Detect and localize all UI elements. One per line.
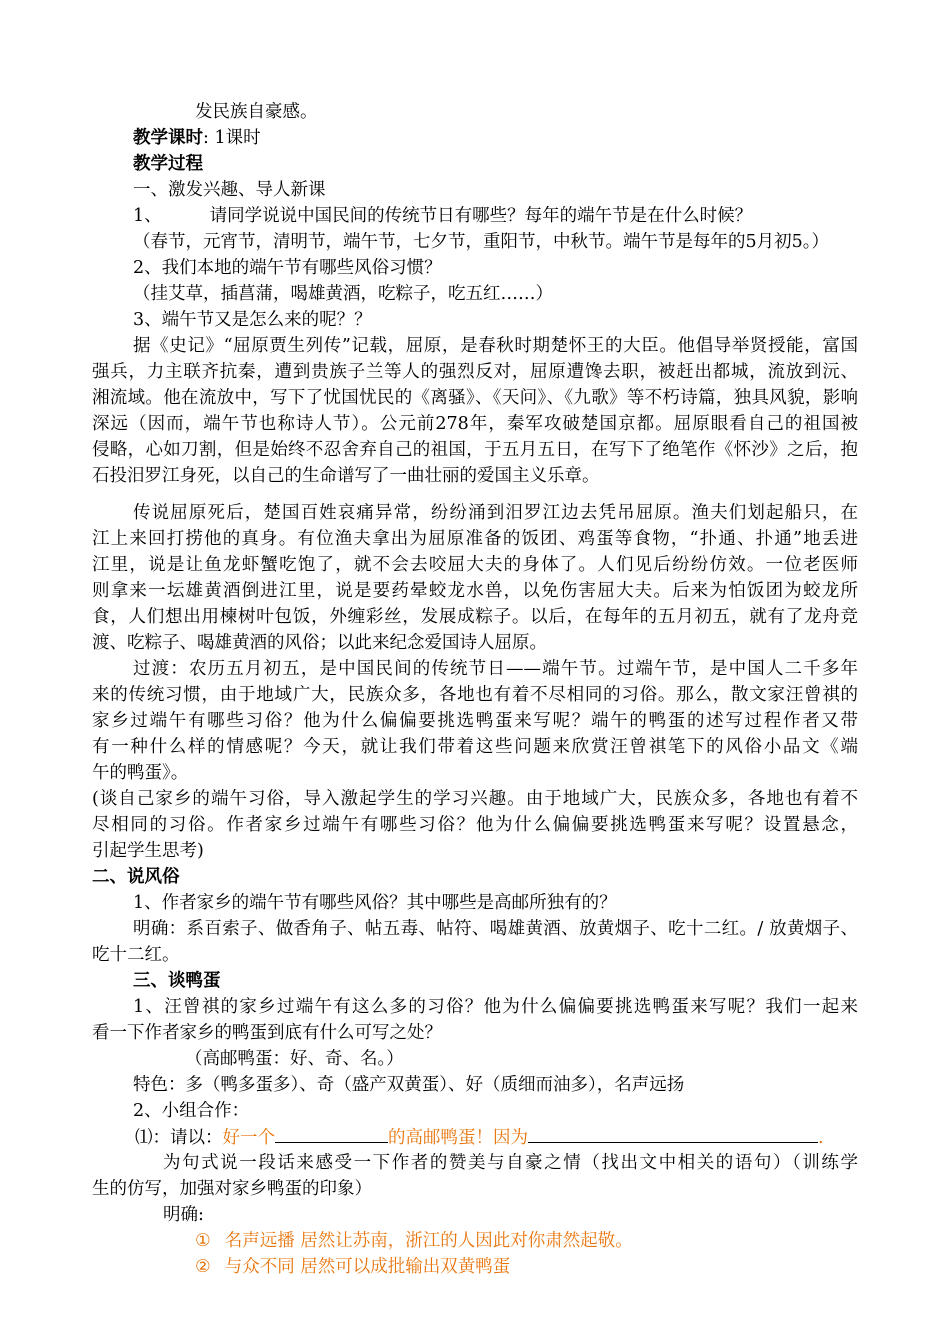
- question-number: 1、: [133, 206, 162, 226]
- answer-item-text: 与众不同 居然可以成批输出双黄鸭蛋: [224, 1257, 511, 1277]
- answer-line: 吃十二红。: [92, 945, 180, 965]
- section-heading: 教学过程: [133, 154, 203, 174]
- section-heading: 三、谈鸭蛋: [133, 971, 221, 991]
- section-heading: 一、激发兴趣、导人新课: [133, 180, 326, 200]
- paragraph-line: 则拿来一坛雄黄酒倒进江里，说是要药晕蛟龙水兽，以免伤害屈大夫。后来为怕饭团为蛟龙所: [92, 581, 858, 601]
- question-text: 请同学说说中国民间的传统节日有哪些？每年的端午节是在什么时候？: [209, 206, 753, 226]
- answer-line: 明确：系百索子、做香角子、帖五毒、帖符、喝雄黄酒、放黄烟子、吃十二红。/ 放黄烟子、: [133, 919, 858, 939]
- sentence-pattern-line: [135, 1124, 824, 1151]
- paragraph-line: 为句式说一段话来感受一下作者的赞美与自豪之情（找出文中相关的语句）（训练学: [163, 1153, 858, 1173]
- paragraph-line: 尽相同的习俗。作者家乡过端午有哪些习俗？他为什么偏偏要挑选鸭蛋来写呢？设置悬念，: [92, 815, 858, 835]
- paragraph-line: 过渡：农历五月初五，是中国民间的传统节日——端午节。过端午节，是中国人二千多年: [133, 659, 858, 679]
- paragraph-line: 家乡过端午有哪些习俗？他为什么偏偏要挑选鸭蛋来写呢？端午的鸭蛋的述写过程作者又带: [92, 711, 858, 731]
- paragraph-line: 引起学生思考): [92, 841, 204, 861]
- answer-line: 特色：多（鸭多蛋多）、奇（盛产双黄蛋）、好（质细而油多），名声远扬: [133, 1075, 685, 1095]
- paragraph-line: 食，人们想出用楝树叶包饭，外缠彩丝，发展成粽子。以后，在每年的五月初五，就有了龙舟竞: [92, 607, 858, 627]
- paragraph-line: 石投汨罗江身死，以自己的生命谱写了一曲壮丽的爱国主义乐章。: [92, 466, 600, 486]
- lesson-duration: [133, 125, 261, 151]
- paragraph-line: 江里，说是让鱼龙虾蟹吃饱了，就不会去咬屈大夫的身体了。人们见后纷纷仿效。一位老医师: [92, 555, 858, 575]
- paragraph-line: 传说屈原死后，楚国百姓哀痛异常，纷纷涌到汨罗江边去凭吊屈原。渔夫们划起船只，在: [133, 503, 858, 523]
- text-line: 发民族自豪感。: [195, 102, 318, 122]
- question-line: 1、汪曾祺的家乡过端午有这么多的习俗？他为什么偏偏要挑选鸭蛋来写呢？我们一起来: [133, 997, 858, 1017]
- question-line: 2、小组合作：: [133, 1101, 250, 1121]
- lesson-duration-label: 教学课时: [133, 128, 203, 148]
- sentence-pattern-prefix: ⑴：请以：: [135, 1128, 223, 1148]
- section-heading: 二、说风俗: [92, 867, 180, 887]
- paragraph-line: 有一种什么样的情感呢？今天，就让我们带着这些问题来欣赏汪曾祺笔下的风俗小品文《端: [92, 737, 858, 757]
- lesson-duration-value: : 1课时: [203, 128, 261, 148]
- sentence-pattern-end: .: [818, 1128, 824, 1148]
- answer-line: （春节，元宵节，清明节，端午节，七夕节，重阳节，中秋节。端午节是每年的5月初5。）: [133, 232, 830, 252]
- paragraph-line: 生的仿写，加强对家乡鸭蛋的印象）: [92, 1179, 372, 1199]
- question-line: 2、我们本地的端午节有哪些风俗习惯？: [133, 258, 442, 278]
- sentence-pattern-part-a: 好一个: [222, 1128, 275, 1148]
- paragraph-line: 深远（因而，端午节也称诗人节）。公元前278年，秦军攻破楚国京都。屈原眼看自己的祖国被: [92, 414, 858, 434]
- answer-item: [195, 1228, 633, 1254]
- answer-item-number: ①: [195, 1231, 211, 1251]
- paragraph-line: 来的传统习惯，由于地域广大，民族众多，各地也有着不尽相同的习俗。那么，散文家汪曾祺的: [92, 685, 858, 705]
- paragraph-line: 午的鸭蛋》。: [92, 763, 189, 783]
- paragraph-line: 强兵，力主联齐抗秦，遭到贵族子兰等人的强烈反对，屈原遭馋去职，被赶出都城，流放到沅、: [92, 362, 858, 382]
- question-line: [133, 203, 752, 229]
- fill-blank-2: [528, 1124, 818, 1143]
- paragraph-line: 侵略，心如刀割，但是始终不忍舍弃自己的祖国，于五月五日，在写下了绝笔作《怀沙》之后，抱: [92, 440, 858, 460]
- paragraph-line: 江上来回打捞他的真身。有位渔夫拿出为屈原准备的饭团、鸡蛋等食物，“扑通、扑通”地丢进: [92, 529, 858, 549]
- answer-line: （挂艾草，插菖蒲，喝雄黄酒，吃粽子，吃五红……）: [133, 284, 553, 304]
- question-line: 看一下作者家乡的鸭蛋到底有什么可写之处？: [92, 1023, 442, 1043]
- paragraph-line: 湘流域。他在流放中，写下了忧国忧民的《离骚》、《天问》、《九歌》等不朽诗篇，独具风貌，影响: [92, 388, 858, 408]
- fill-blank-1: [275, 1124, 388, 1143]
- paragraph-line: (谈自己家乡的端午习俗，导入激起学生的学习兴趣。由于地域广大，民族众多，各地也有着不: [92, 789, 858, 809]
- answer-item-text: 名声远播 居然让苏南，浙江的人因此对你肃然起敬。: [224, 1231, 633, 1251]
- question-line: 3、端午节又是怎么来的呢？？: [133, 310, 372, 330]
- answer-item-number: ②: [195, 1257, 211, 1277]
- sentence-pattern-part-b: 的高邮鸭蛋！因为: [388, 1128, 528, 1148]
- paragraph-line: 渡、吃粽子、喝雄黄酒的风俗；以此来纪念爱国诗人屈原。: [92, 633, 547, 653]
- answer-item: [195, 1254, 510, 1280]
- answer-line: （高邮鸭蛋：好、奇、名。）: [185, 1049, 404, 1069]
- paragraph-line: 据《史记》“屈原贾生列传”记载，屈原，是春秋时期楚怀王的大臣。他倡导举贤授能，富国: [133, 336, 858, 356]
- question-line: 1、作者家乡的端午节有哪些风俗？其中哪些是高邮所独有的？: [133, 893, 617, 913]
- answer-label: 明确:: [163, 1205, 204, 1225]
